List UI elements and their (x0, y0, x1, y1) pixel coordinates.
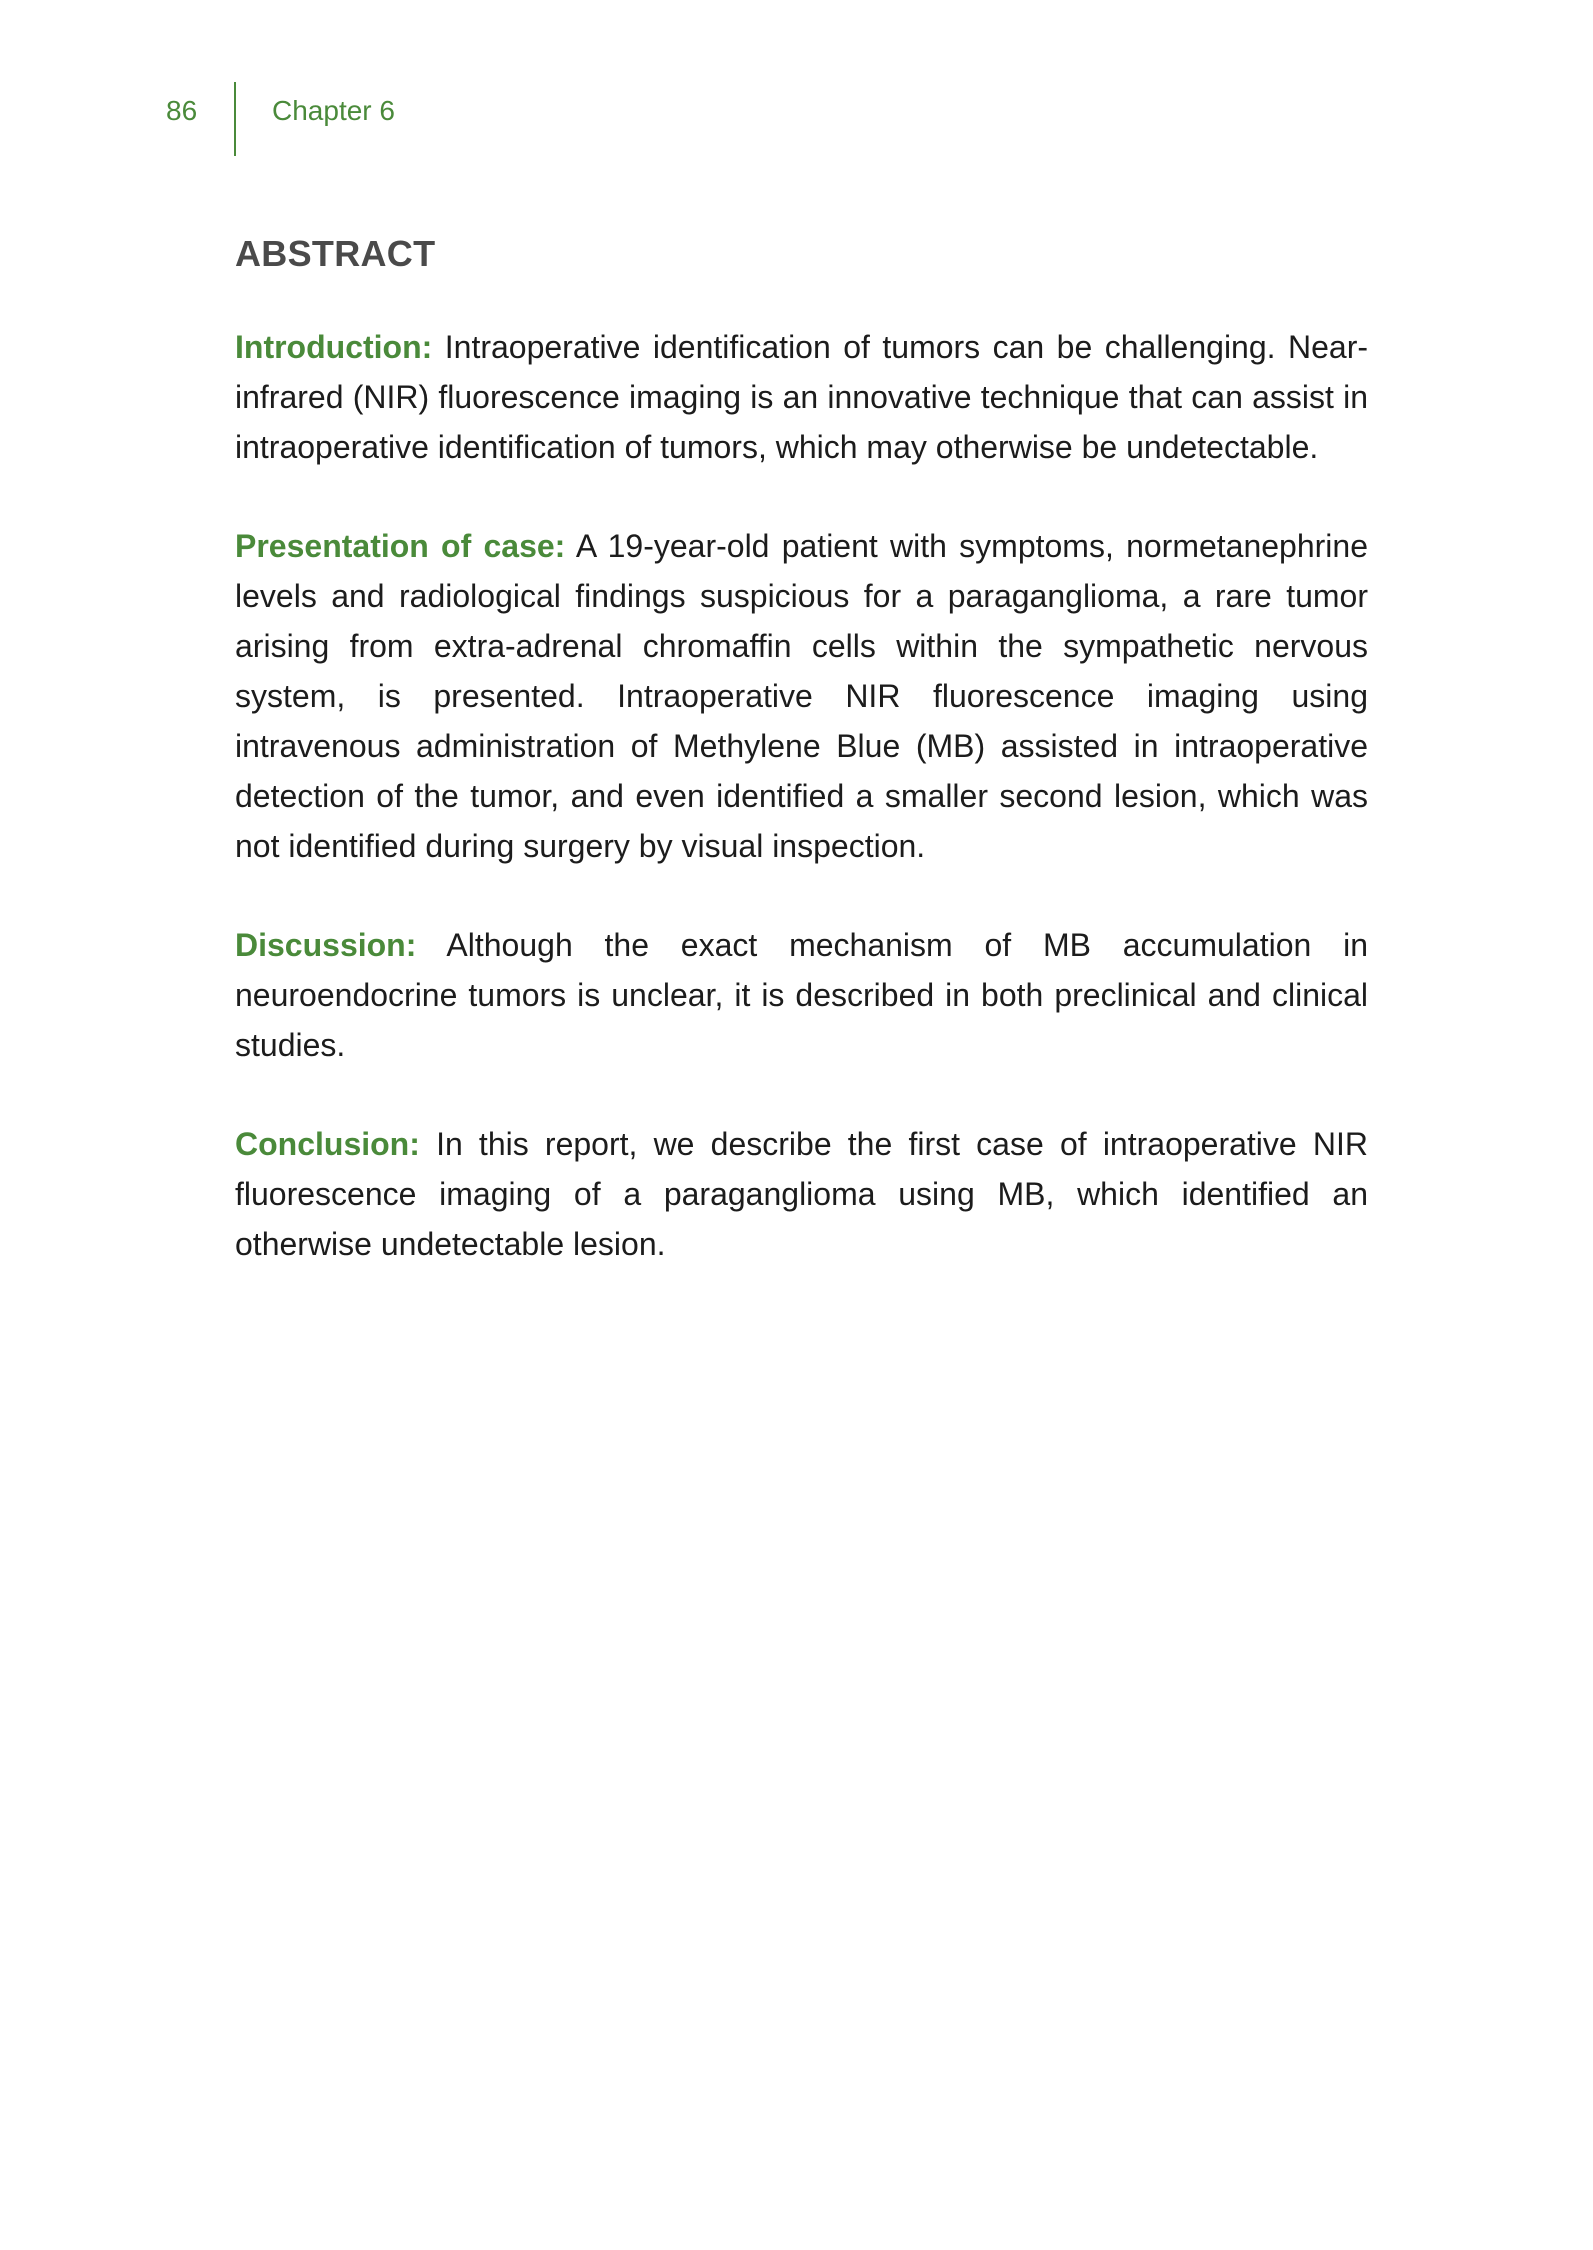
section-label-discussion: Discussion: (235, 927, 417, 963)
chapter-label: Chapter 6 (272, 95, 395, 126)
section-label-introduction: Introduction: (235, 329, 433, 365)
abstract-content (235, 230, 1368, 1318)
abstract-section-introduction (235, 322, 1368, 472)
abstract-section-presentation (235, 521, 1368, 871)
section-text-presentation: A 19-year-old patient with symptoms, normetanephrine levels and radiological findings suspicious for a paraganglioma, a rare tumor arising from extra-adrenal chromaffin cells within the sympathetic nervous system, is presented. Intraoperative NIR fluorescence imaging using intravenous administration of Methylene Blue (MB) assisted in intraoperative detection of the tumor, and even identified a smaller second lesion, which was not identified during surgery by visual inspection. (235, 528, 1369, 864)
running-header (0, 0, 1593, 160)
section-text-discussion: Although the exact mechanism of MB accumulation in neuroendocrine tumors is unclear, it is described in both preclinical and clinical studies. (235, 927, 1369, 1063)
page-number: 86 (166, 95, 198, 126)
section-text-conclusion: In this report, we describe the first case of intraoperative NIR fluorescence imaging of a paraganglioma using MB, which identified an otherwise undetectable lesion. (235, 1126, 1369, 1262)
abstract-section-conclusion (235, 1119, 1368, 1269)
header-divider (234, 82, 236, 156)
section-label-presentation: Presentation of case: (235, 528, 566, 564)
section-label-conclusion: Conclusion: (235, 1126, 420, 1162)
abstract-section-discussion (235, 920, 1368, 1070)
abstract-heading: ABSTRACT (235, 233, 436, 274)
section-text-introduction: Intraoperative identification of tumors can be challenging. Near-infrared (NIR) fluorescence imaging is an innovative technique that can assist in intraoperative identification of tumors, which may otherwise be undetectable. (235, 329, 1369, 465)
